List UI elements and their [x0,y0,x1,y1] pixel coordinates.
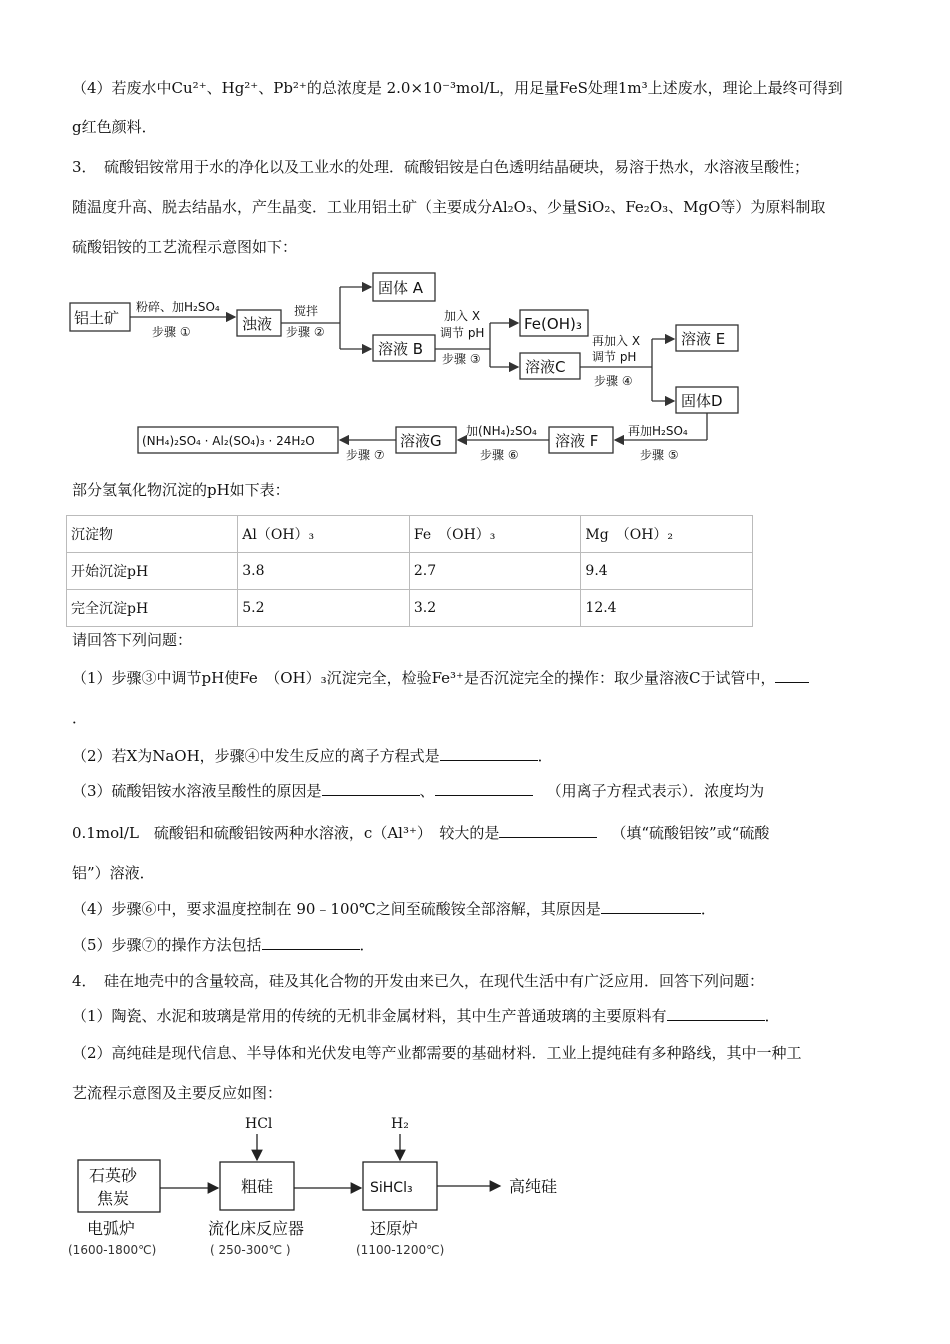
flow-step2-label: 步骤 ② [286,325,325,339]
table-cell: 3.2 [409,590,581,627]
flow-fe-oh3: Fe(OH)₃ [524,315,582,333]
q4-part2-line1: （2）高纯硅是现代信息、半导体和光伏发电等产业都需要的基础材料．工业上提纯硅有多种路线，其中一种工 [72,1044,802,1062]
q3-part5-text: （5）步骤⑦的操作方法包括 [72,936,262,954]
answer-blank[interactable] [775,668,809,683]
flow-step4-cond2: 调节 pH [592,350,637,364]
q3-part3-line3: 铝”）溶液． [72,864,155,882]
flow-step3-label: 步骤 ③ [442,352,481,366]
q4-flow-fluidized-bed: 流化床反应器 [208,1219,305,1238]
answer-blank[interactable] [435,781,533,796]
q4-flow-fluidized-temp: ( 250-300℃ ) [210,1243,291,1257]
flow-turbid: 浊液 [242,315,273,333]
flow-solution-e: 溶液 E [681,330,726,348]
flow-step1-label: 步骤 ① [152,325,191,339]
flow-solution-b: 溶液 B [378,340,424,358]
q3-part1-line1 [72,668,809,688]
flow-solution-c: 溶液C [525,358,566,376]
hydroxide-ph-table [66,515,753,627]
q3-part3-end2: （填“硫酸铝铵”或“硫酸 [611,824,770,842]
q4-flow-arc-furnace: 电弧炉 [87,1219,136,1238]
q3-part2 [72,746,553,766]
q3-part2-text: （2）若X为NaOH，步骤④中发生反应的离子方程式是 [72,747,440,765]
q4-part1-text: （1）陶瓷、水泥和玻璃是常用的传统的无机非金属材料，其中生产普通玻璃的主要原料有 [72,1007,667,1025]
table-header-cell: Fe （OH）₃ [409,516,581,553]
q3-intro-line1: 3． 硫酸铝铵常用于水的净化以及工业水的处理．硫酸铝铵是白色透明结晶硬块，易溶于热水，水溶液呈酸性； [72,158,810,176]
answer-blank[interactable] [667,1006,765,1021]
q4-intro: 4． 硅在地壳中的含量较高，硅及其化合物的开发由来已久，在现代生活中有广泛应用．回答下列问题： [72,972,765,990]
answer-blank[interactable] [322,781,420,796]
q4-flow-arc-temp: (1600-1800℃) [68,1243,157,1257]
flow-step6-cond: 加(NH₄)₂SO₄ [466,424,537,438]
flow-solution-f: 溶液 F [555,432,599,450]
flow-ore: 铝土矿 [74,309,120,327]
q3-part1-text: （1）步骤③中调节pH使Fe （OH）₃沉淀完全，检验Fe³⁺是否沉淀完全的操作：取少量溶液C于试管中， [72,669,776,687]
answer-blank[interactable] [262,935,360,950]
q4-part1 [72,1006,780,1026]
q4-part2-line2: 艺流程示意图及主要反应如图： [72,1084,283,1102]
table-cell: 12.4 [581,590,753,627]
q3-part2-end: ． [537,747,553,765]
table-cell: 完全沉淀pH [67,590,238,627]
q3-part1-line2: ． [72,709,88,727]
q4-flow-h2: H₂ [391,1116,409,1132]
table-header-cell: 沉淀物 [67,516,238,553]
q3-part3-sep: 、 [419,782,435,800]
q3-part4-text: （4）步骤⑥中，要求温度控制在 90﹣100℃之间至硫酸铵全部溶解，其原因是 [72,900,601,918]
table-cell: 5.2 [238,590,410,627]
answer-blank[interactable] [440,746,538,761]
q3-flow-diagram [60,265,780,465]
flow-solution-g: 溶液G [400,432,442,450]
q3-intro-line2: 随温度升高、脱去结晶水，产生晶变．工业用铝土矿（主要成分Al₂O₃、少量SiO₂、Fe₂O₃、MgO等）为原料制取 [72,198,826,216]
q4-flow-coke: 焦炭 [97,1189,130,1208]
q4-flow-pure-si: 高纯硅 [509,1177,558,1196]
flow-step5-label: 步骤 ⑤ [640,448,679,462]
answer-blank[interactable] [499,823,597,838]
flow-step3-cond1: 加入 X [444,309,481,323]
q3-intro-line3: 硫酸铝铵的工艺流程示意图如下： [72,238,298,256]
flow-step4-label: 步骤 ④ [594,374,633,388]
answer-blank[interactable] [601,899,701,914]
flow-step6-label: 步骤 ⑥ [480,448,519,462]
flow-step1-cond: 粉碎、加H₂SO₄ [136,300,220,314]
q4-flow-diagram [60,1110,620,1270]
table-intro: 部分氢氧化物沉淀的pH如下表： [72,481,290,499]
q4-flow-reduction-furnace: 还原炉 [370,1219,419,1238]
q4-flow-quartz-sand: 石英砂 [89,1166,138,1185]
q4-flow-hcl: HCl [245,1116,273,1132]
flow-step7-label: 步骤 ⑦ [346,448,385,462]
table-header-cell: Mg （OH）₂ [581,516,753,553]
q3-part3-line2 [72,823,769,843]
flow-product: (NH₄)₂SO₄ · Al₂(SO₄)₃ · 24H₂O [142,434,315,448]
q4-flow-reduction-temp: (1100-1200℃) [356,1243,445,1257]
flow-step5-cond: 再加H₂SO₄ [628,424,688,438]
table-cell: 2.7 [409,553,581,590]
q3-part5 [72,935,375,955]
flow-solid-d: 固体D [681,392,723,410]
q3-part3-end: （用离子方程式表示）．浓度均为 [546,782,765,800]
flow-step4-cond1: 再加入 X [592,334,641,348]
table-row [67,553,753,590]
table-cell: 3.8 [238,553,410,590]
q4-flow-crude-si: 粗硅 [241,1177,274,1196]
flow-step3-cond2: 调节 pH [440,326,485,340]
flow-step2-cond: 搅拌 [294,304,319,318]
q3-part3-text: （3）硫酸铝铵水溶液呈酸性的原因是 [72,782,322,800]
q4-part1-end: ． [764,1007,780,1025]
table-cell: 9.4 [581,553,753,590]
table-header-row [67,516,753,553]
table-header-cell: Al（OH）₃ [238,516,410,553]
table-cell: 开始沉淀pH [67,553,238,590]
q2-part4-line1: （4）若废水中Cu²⁺、Hg²⁺、Pb²⁺的总浓度是 2.0×10⁻³mol/L，用足量FeS处理1m³上述废水，理论上最终可得到 [72,79,843,97]
q3-part3-text2: 0.1mol/L 硫酸铝和硫酸铝铵两种水溶液，c（Al³⁺） 较大的是 [72,824,500,842]
flow-solid-a: 固体 A [378,279,424,297]
q3-part4 [72,899,716,919]
q4-flow-sihcl3: SiHCl₃ [370,1180,413,1196]
q2-part4-line2: g红色颜料． [72,118,157,136]
q3-part5-end: ． [359,936,375,954]
table-row [67,590,753,627]
q3-part4-end: ． [700,900,716,918]
q3-part3-line1 [72,781,764,801]
q3-ask: 请回答下列问题： [72,631,193,649]
